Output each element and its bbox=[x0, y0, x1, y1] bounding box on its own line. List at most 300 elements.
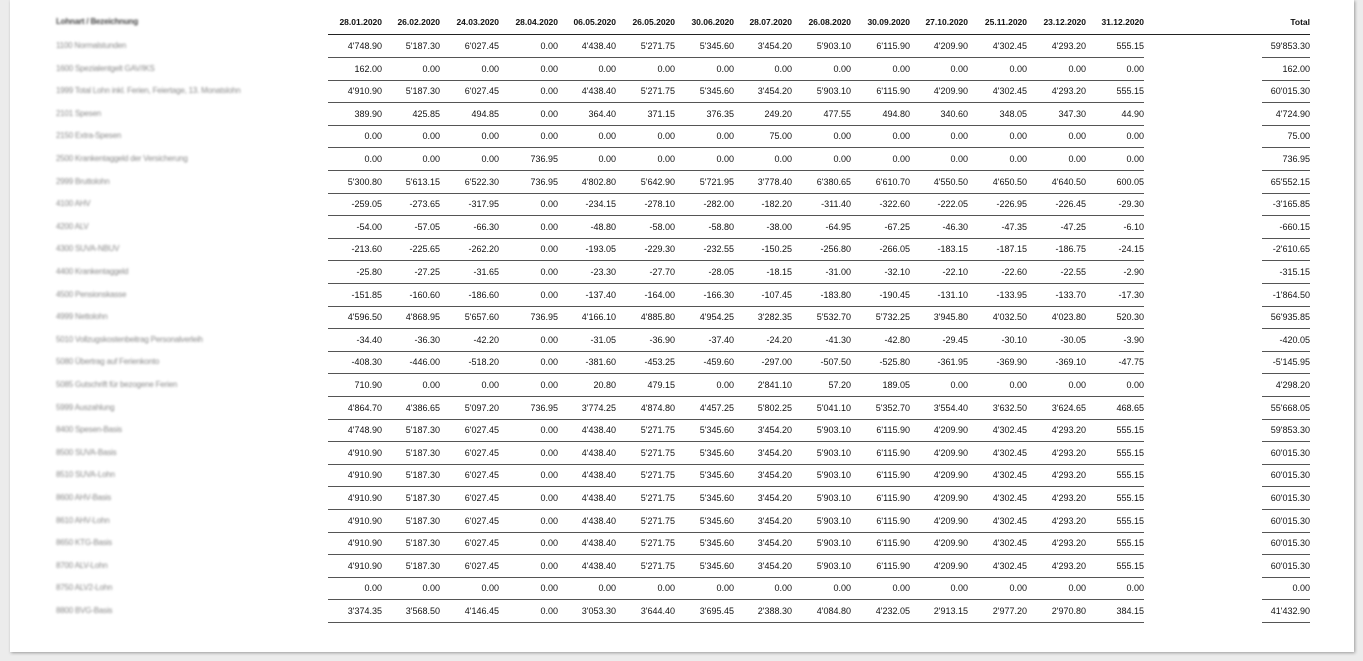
value-cell: 4'209.90 bbox=[933, 493, 968, 503]
value-cell: -226.45 bbox=[1055, 199, 1086, 209]
value-cell: 6'027.45 bbox=[464, 448, 499, 458]
row-label: 8800 BVG-Basis bbox=[56, 606, 113, 615]
value-cell: 4'438.40 bbox=[581, 561, 616, 571]
value-cell: -256.80 bbox=[820, 244, 851, 254]
value-cell: 6'115.90 bbox=[876, 516, 910, 526]
value-cell: 4'802.80 bbox=[581, 177, 616, 187]
column-header-date: 30.09.2020 bbox=[867, 17, 910, 27]
value-cell: 3'554.40 bbox=[933, 403, 968, 413]
value-cell: 0.00 bbox=[892, 131, 910, 141]
value-cell: 6'027.45 bbox=[464, 41, 499, 51]
value-cell: -58.00 bbox=[649, 222, 675, 232]
row-label: 2150 Extra-Spesen bbox=[56, 131, 122, 140]
value-cell: 57.20 bbox=[828, 380, 851, 390]
value-cell: 5'271.75 bbox=[640, 516, 675, 526]
value-cell: 3'695.45 bbox=[699, 606, 734, 616]
row-total-cell: -3'165.85 bbox=[1272, 199, 1310, 209]
value-cell: -232.55 bbox=[703, 244, 734, 254]
table-row bbox=[10, 374, 1354, 396]
value-cell: 494.80 bbox=[882, 109, 910, 119]
value-cell: -229.30 bbox=[644, 244, 675, 254]
table-row bbox=[10, 193, 1354, 215]
value-cell: 0.00 bbox=[892, 154, 910, 164]
value-cell: 5'903.10 bbox=[816, 493, 851, 503]
value-cell: 3'053.30 bbox=[581, 606, 616, 616]
value-cell: 5'642.90 bbox=[640, 177, 675, 187]
value-cell: 4'596.50 bbox=[347, 312, 382, 322]
value-cell: -46.30 bbox=[942, 222, 968, 232]
value-cell: 5'187.30 bbox=[405, 561, 440, 571]
value-cell: 4'438.40 bbox=[581, 41, 616, 51]
value-cell: 5'271.75 bbox=[640, 86, 675, 96]
value-cell: 3'454.20 bbox=[757, 41, 792, 51]
value-cell: 0.00 bbox=[598, 131, 616, 141]
row-total-cell: 162.00 bbox=[1282, 64, 1310, 74]
value-cell: 5'187.30 bbox=[405, 470, 440, 480]
value-cell: -67.25 bbox=[884, 222, 910, 232]
value-cell: -226.95 bbox=[996, 199, 1027, 209]
value-cell: 4'910.90 bbox=[347, 86, 382, 96]
value-cell: 520.30 bbox=[1116, 312, 1144, 322]
value-cell: 0.00 bbox=[892, 583, 910, 593]
column-header-date: 24.03.2020 bbox=[456, 17, 499, 27]
value-cell: -42.80 bbox=[884, 335, 910, 345]
value-cell: -36.90 bbox=[649, 335, 675, 345]
value-cell: 0.00 bbox=[1068, 380, 1086, 390]
value-cell: 5'041.10 bbox=[816, 403, 851, 413]
value-cell: -262.20 bbox=[468, 244, 499, 254]
value-cell: 6'027.45 bbox=[464, 86, 499, 96]
row-total-cell: 41'432.90 bbox=[1270, 606, 1310, 616]
value-cell: 4'874.80 bbox=[640, 403, 675, 413]
value-cell: 3'454.20 bbox=[757, 470, 792, 480]
value-cell: 5'657.60 bbox=[464, 312, 499, 322]
value-cell: 20.80 bbox=[593, 380, 616, 390]
row-label: 8750 ALV2-Lohn bbox=[56, 583, 113, 592]
table-row bbox=[10, 442, 1354, 464]
value-cell: 0.00 bbox=[422, 583, 440, 593]
value-cell: -259.05 bbox=[351, 199, 382, 209]
table-row bbox=[10, 555, 1354, 577]
value-cell: 3'632.50 bbox=[992, 403, 1027, 413]
value-cell: 4'293.20 bbox=[1051, 41, 1086, 51]
value-cell: 2'977.20 bbox=[992, 606, 1027, 616]
value-cell: 736.95 bbox=[530, 154, 558, 164]
row-separator bbox=[328, 622, 1144, 623]
value-cell: 0.00 bbox=[1068, 131, 1086, 141]
row-total-cell: 60'015.30 bbox=[1270, 470, 1310, 480]
value-cell: 2'388.30 bbox=[757, 606, 792, 616]
value-cell: 162.00 bbox=[354, 64, 382, 74]
value-cell: 4'302.45 bbox=[992, 538, 1027, 548]
value-cell: 0.00 bbox=[1009, 131, 1027, 141]
row-total-cell: 56'935.85 bbox=[1270, 312, 1310, 322]
value-cell: 4'302.45 bbox=[992, 86, 1027, 96]
row-label: 1100 Normalstunden bbox=[56, 41, 127, 50]
row-total-cell: -1'864.50 bbox=[1272, 290, 1310, 300]
table-row bbox=[10, 464, 1354, 486]
value-cell: -213.60 bbox=[351, 244, 382, 254]
value-cell: 6'115.90 bbox=[876, 425, 910, 435]
value-cell: -507.50 bbox=[820, 357, 851, 367]
value-cell: 0.00 bbox=[1126, 131, 1144, 141]
value-cell: -446.00 bbox=[409, 357, 440, 367]
row-label: 5999 Auszahlung bbox=[56, 403, 115, 412]
value-cell: 5'271.75 bbox=[640, 538, 675, 548]
value-cell: 4'232.05 bbox=[875, 606, 910, 616]
table-row bbox=[10, 510, 1354, 532]
value-cell: 736.95 bbox=[530, 177, 558, 187]
row-label: 2101 Spesen bbox=[56, 109, 101, 118]
value-cell: 6'115.90 bbox=[876, 86, 910, 96]
table-row bbox=[10, 58, 1354, 80]
value-cell: -408.30 bbox=[351, 357, 382, 367]
value-cell: 5'271.75 bbox=[640, 448, 675, 458]
row-label: 8650 KTG-Basis bbox=[56, 538, 112, 547]
value-cell: 44.90 bbox=[1121, 109, 1144, 119]
report-page bbox=[10, 0, 1354, 652]
value-cell: 0.00 bbox=[716, 64, 734, 74]
value-cell: -64.95 bbox=[825, 222, 851, 232]
value-cell: 348.05 bbox=[999, 109, 1027, 119]
row-label: 2500 Krankentaggeld der Versicherung bbox=[56, 154, 188, 163]
value-cell: 4'209.90 bbox=[933, 516, 968, 526]
value-cell: -23.30 bbox=[590, 267, 616, 277]
value-cell: 4'032.50 bbox=[992, 312, 1027, 322]
value-cell: 0.00 bbox=[481, 583, 499, 593]
table-row bbox=[10, 171, 1354, 193]
value-cell: 4'550.50 bbox=[933, 177, 968, 187]
value-cell: 0.00 bbox=[892, 64, 910, 74]
total-separator bbox=[1262, 622, 1310, 623]
value-cell: -234.15 bbox=[585, 199, 616, 209]
value-cell: 0.00 bbox=[1009, 154, 1027, 164]
value-cell: 5'903.10 bbox=[816, 448, 851, 458]
value-cell: 0.00 bbox=[657, 154, 675, 164]
value-cell: 6'027.45 bbox=[464, 538, 499, 548]
value-cell: 6'115.90 bbox=[876, 538, 910, 548]
value-cell: 4'209.90 bbox=[933, 41, 968, 51]
value-cell: 0.00 bbox=[540, 606, 558, 616]
value-cell: 0.00 bbox=[540, 583, 558, 593]
value-cell: 4'302.45 bbox=[992, 470, 1027, 480]
value-cell: 0.00 bbox=[716, 380, 734, 390]
row-total-cell: 736.95 bbox=[1282, 154, 1310, 164]
value-cell: -518.20 bbox=[468, 357, 499, 367]
value-cell: 0.00 bbox=[540, 267, 558, 277]
table-row bbox=[10, 284, 1354, 306]
value-cell: 0.00 bbox=[598, 64, 616, 74]
value-cell: 3'454.20 bbox=[757, 86, 792, 96]
value-cell: 4'748.90 bbox=[347, 425, 382, 435]
value-cell: 4'293.20 bbox=[1051, 516, 1086, 526]
row-total-cell: 75.00 bbox=[1287, 131, 1310, 141]
value-cell: 4'910.90 bbox=[347, 516, 382, 526]
row-total-cell: 60'015.30 bbox=[1270, 448, 1310, 458]
table-row bbox=[10, 600, 1354, 622]
value-cell: 0.00 bbox=[1068, 583, 1086, 593]
table-row bbox=[10, 35, 1354, 57]
table-row bbox=[10, 419, 1354, 441]
value-cell: 0.00 bbox=[1126, 64, 1144, 74]
value-cell: 555.15 bbox=[1116, 86, 1144, 96]
value-cell: 3'568.50 bbox=[405, 606, 440, 616]
value-cell: -32.10 bbox=[884, 267, 910, 277]
value-cell: 4'293.20 bbox=[1051, 448, 1086, 458]
value-cell: 0.00 bbox=[950, 380, 968, 390]
value-cell: 4'209.90 bbox=[933, 425, 968, 435]
value-cell: -24.20 bbox=[766, 335, 792, 345]
value-cell: -47.25 bbox=[1060, 222, 1086, 232]
table-row bbox=[10, 306, 1354, 328]
value-cell: 0.00 bbox=[364, 154, 382, 164]
value-cell: 0.00 bbox=[540, 380, 558, 390]
value-cell: 364.40 bbox=[588, 109, 616, 119]
value-cell: 4'209.90 bbox=[933, 561, 968, 571]
value-cell: 4'438.40 bbox=[581, 493, 616, 503]
row-label: 8700 ALV-Lohn bbox=[56, 561, 108, 570]
row-total-cell: 55'668.05 bbox=[1270, 403, 1310, 413]
value-cell: 0.00 bbox=[716, 154, 734, 164]
row-label: 8610 AHV-Lohn bbox=[56, 516, 110, 525]
value-cell: -27.70 bbox=[649, 267, 675, 277]
value-cell: -18.15 bbox=[766, 267, 792, 277]
value-cell: -48.80 bbox=[590, 222, 616, 232]
value-cell: 0.00 bbox=[657, 64, 675, 74]
value-cell: -225.65 bbox=[409, 244, 440, 254]
value-cell: 3'774.25 bbox=[581, 403, 616, 413]
value-cell: 6'027.45 bbox=[464, 561, 499, 571]
row-label: 8500 SUVA-Basis bbox=[56, 448, 117, 457]
value-cell: 468.65 bbox=[1116, 403, 1144, 413]
table-row bbox=[10, 238, 1354, 260]
value-cell: 3'454.20 bbox=[757, 516, 792, 526]
value-cell: -6.10 bbox=[1123, 222, 1144, 232]
value-cell: 4'910.90 bbox=[347, 448, 382, 458]
value-cell: -31.05 bbox=[590, 335, 616, 345]
row-label: 2999 Bruttolohn bbox=[56, 177, 110, 186]
value-cell: 3'282.35 bbox=[757, 312, 792, 322]
value-cell: 5'271.75 bbox=[640, 561, 675, 571]
value-cell: 5'187.30 bbox=[405, 86, 440, 96]
value-cell: 0.00 bbox=[481, 154, 499, 164]
value-cell: -25.80 bbox=[356, 267, 382, 277]
value-cell: 0.00 bbox=[540, 425, 558, 435]
value-cell: 2'841.10 bbox=[757, 380, 792, 390]
value-cell: 4'166.10 bbox=[581, 312, 616, 322]
row-total-cell: 60'015.30 bbox=[1270, 538, 1310, 548]
value-cell: 2'913.15 bbox=[933, 606, 968, 616]
value-cell: 0.00 bbox=[364, 131, 382, 141]
value-cell: -29.45 bbox=[942, 335, 968, 345]
value-cell: 0.00 bbox=[1126, 583, 1144, 593]
row-label: 1600 Spezialentgelt GAV/IKS bbox=[56, 64, 155, 73]
row-label: 8510 SUVA-Lohn bbox=[56, 470, 115, 479]
value-cell: 4'910.90 bbox=[347, 493, 382, 503]
value-cell: 6'027.45 bbox=[464, 516, 499, 526]
value-cell: 0.00 bbox=[540, 131, 558, 141]
table-row bbox=[10, 351, 1354, 373]
value-cell: 0.00 bbox=[540, 41, 558, 51]
row-total-cell: 60'015.30 bbox=[1270, 86, 1310, 96]
value-cell: 0.00 bbox=[1009, 64, 1027, 74]
value-cell: 5'345.60 bbox=[699, 86, 734, 96]
value-cell: 0.00 bbox=[481, 131, 499, 141]
value-cell: 0.00 bbox=[716, 131, 734, 141]
value-cell: 4'302.45 bbox=[992, 448, 1027, 458]
value-cell: -22.55 bbox=[1060, 267, 1086, 277]
value-cell: 5'903.10 bbox=[816, 561, 851, 571]
value-cell: 4'864.70 bbox=[347, 403, 382, 413]
value-cell: -297.00 bbox=[761, 357, 792, 367]
table-row bbox=[10, 487, 1354, 509]
value-cell: 0.00 bbox=[422, 380, 440, 390]
value-cell: -369.10 bbox=[1055, 357, 1086, 367]
value-cell: 3'374.35 bbox=[347, 606, 382, 616]
row-total-cell: -660.15 bbox=[1279, 222, 1310, 232]
value-cell: -186.60 bbox=[468, 290, 499, 300]
value-cell: 340.60 bbox=[940, 109, 968, 119]
value-cell: -131.10 bbox=[937, 290, 968, 300]
value-cell: 0.00 bbox=[481, 64, 499, 74]
column-header-date: 28.04.2020 bbox=[515, 17, 558, 27]
value-cell: 0.00 bbox=[774, 64, 792, 74]
value-cell: 425.85 bbox=[412, 109, 440, 119]
value-cell: -31.65 bbox=[473, 267, 499, 277]
value-cell: 5'345.60 bbox=[699, 425, 734, 435]
value-cell: 3'644.40 bbox=[640, 606, 675, 616]
value-cell: 4'209.90 bbox=[933, 86, 968, 96]
value-cell: -187.15 bbox=[996, 244, 1027, 254]
value-cell: 0.00 bbox=[540, 516, 558, 526]
value-cell: 384.15 bbox=[1116, 606, 1144, 616]
value-cell: 347.30 bbox=[1058, 109, 1086, 119]
value-cell: 0.00 bbox=[950, 583, 968, 593]
value-cell: -311.40 bbox=[821, 199, 851, 209]
value-cell: -22.10 bbox=[942, 267, 968, 277]
value-cell: 371.15 bbox=[647, 109, 675, 119]
row-label: 4400 Krankentaggeld bbox=[56, 267, 129, 276]
value-cell: -2.90 bbox=[1123, 267, 1144, 277]
value-cell: -30.10 bbox=[1001, 335, 1027, 345]
value-cell: 477.55 bbox=[823, 109, 851, 119]
value-cell: -133.95 bbox=[996, 290, 1027, 300]
value-cell: 0.00 bbox=[1068, 154, 1086, 164]
value-cell: -3.90 bbox=[1123, 335, 1144, 345]
value-cell: -266.05 bbox=[879, 244, 910, 254]
value-cell: 3'454.20 bbox=[757, 448, 792, 458]
value-cell: 0.00 bbox=[657, 583, 675, 593]
value-cell: -273.65 bbox=[409, 199, 440, 209]
value-cell: -133.70 bbox=[1055, 290, 1086, 300]
value-cell: 0.00 bbox=[1126, 380, 1144, 390]
row-label: 8600 AHV-Basis bbox=[56, 493, 112, 502]
row-total-cell: -420.05 bbox=[1279, 335, 1310, 345]
value-cell: 555.15 bbox=[1116, 493, 1144, 503]
value-cell: 3'945.80 bbox=[933, 312, 968, 322]
row-total-cell: 59'853.30 bbox=[1270, 425, 1310, 435]
value-cell: 6'115.90 bbox=[876, 41, 910, 51]
value-cell: 4'302.45 bbox=[992, 41, 1027, 51]
value-cell: 5'345.60 bbox=[699, 470, 734, 480]
value-cell: 6'027.45 bbox=[464, 493, 499, 503]
value-cell: 0.00 bbox=[540, 357, 558, 367]
row-label: 8400 Spesen-Basis bbox=[56, 425, 122, 434]
value-cell: 5'187.30 bbox=[405, 41, 440, 51]
value-cell: 4'868.95 bbox=[405, 312, 440, 322]
value-cell: 5'613.15 bbox=[405, 177, 440, 187]
value-cell: 710.90 bbox=[354, 380, 382, 390]
value-cell: 0.00 bbox=[774, 154, 792, 164]
value-cell: -24.15 bbox=[1118, 244, 1144, 254]
value-cell: -27.25 bbox=[414, 267, 440, 277]
value-cell: 189.05 bbox=[882, 380, 910, 390]
value-cell: 5'903.10 bbox=[816, 470, 851, 480]
value-cell: 4'640.50 bbox=[1051, 177, 1086, 187]
value-cell: 0.00 bbox=[540, 561, 558, 571]
column-header-date: 30.06.2020 bbox=[691, 17, 734, 27]
table-row bbox=[10, 329, 1354, 351]
value-cell: 3'454.20 bbox=[757, 561, 792, 571]
value-cell: 0.00 bbox=[598, 154, 616, 164]
value-cell: 736.95 bbox=[530, 403, 558, 413]
value-cell: 5'300.80 bbox=[347, 177, 382, 187]
value-cell: 4'910.90 bbox=[347, 538, 382, 548]
value-cell: -322.60 bbox=[879, 199, 910, 209]
value-cell: -38.00 bbox=[766, 222, 792, 232]
table-row bbox=[10, 577, 1354, 599]
value-cell: 2'970.80 bbox=[1051, 606, 1086, 616]
value-cell: -57.05 bbox=[414, 222, 440, 232]
value-cell: 5'903.10 bbox=[816, 425, 851, 435]
value-cell: -151.85 bbox=[351, 290, 382, 300]
value-cell: -30.05 bbox=[1060, 335, 1086, 345]
value-cell: -222.05 bbox=[937, 199, 968, 209]
value-cell: -107.45 bbox=[761, 290, 792, 300]
value-cell: 6'027.45 bbox=[464, 425, 499, 435]
table-row bbox=[10, 103, 1354, 125]
value-cell: 4'650.50 bbox=[992, 177, 1027, 187]
table-row bbox=[10, 216, 1354, 238]
value-cell: -37.40 bbox=[708, 335, 734, 345]
value-cell: 0.00 bbox=[540, 448, 558, 458]
column-header-total: Total bbox=[1290, 17, 1310, 27]
value-cell: 5'187.30 bbox=[405, 425, 440, 435]
value-cell: 0.00 bbox=[774, 583, 792, 593]
table-row bbox=[10, 148, 1354, 170]
value-cell: 0.00 bbox=[950, 131, 968, 141]
value-cell: 0.00 bbox=[1009, 583, 1027, 593]
row-total-cell: 4'298.20 bbox=[1275, 380, 1310, 390]
value-cell: 0.00 bbox=[540, 290, 558, 300]
value-cell: 5'721.95 bbox=[699, 177, 734, 187]
value-cell: 6'027.45 bbox=[464, 470, 499, 480]
row-total-cell: 65'552.15 bbox=[1270, 177, 1310, 187]
value-cell: 0.00 bbox=[950, 154, 968, 164]
value-cell: 3'778.40 bbox=[757, 177, 792, 187]
value-cell: 6'115.90 bbox=[876, 493, 910, 503]
value-cell: 0.00 bbox=[540, 199, 558, 209]
row-total-cell: -315.15 bbox=[1279, 267, 1310, 277]
row-total-cell: 60'015.30 bbox=[1270, 561, 1310, 571]
value-cell: 4'438.40 bbox=[581, 448, 616, 458]
value-cell: 5'345.60 bbox=[699, 538, 734, 548]
value-cell: 736.95 bbox=[530, 312, 558, 322]
value-cell: -459.60 bbox=[703, 357, 734, 367]
value-cell: 376.35 bbox=[706, 109, 734, 119]
value-cell: -164.00 bbox=[644, 290, 675, 300]
column-header-date: 25.11.2020 bbox=[984, 17, 1027, 27]
